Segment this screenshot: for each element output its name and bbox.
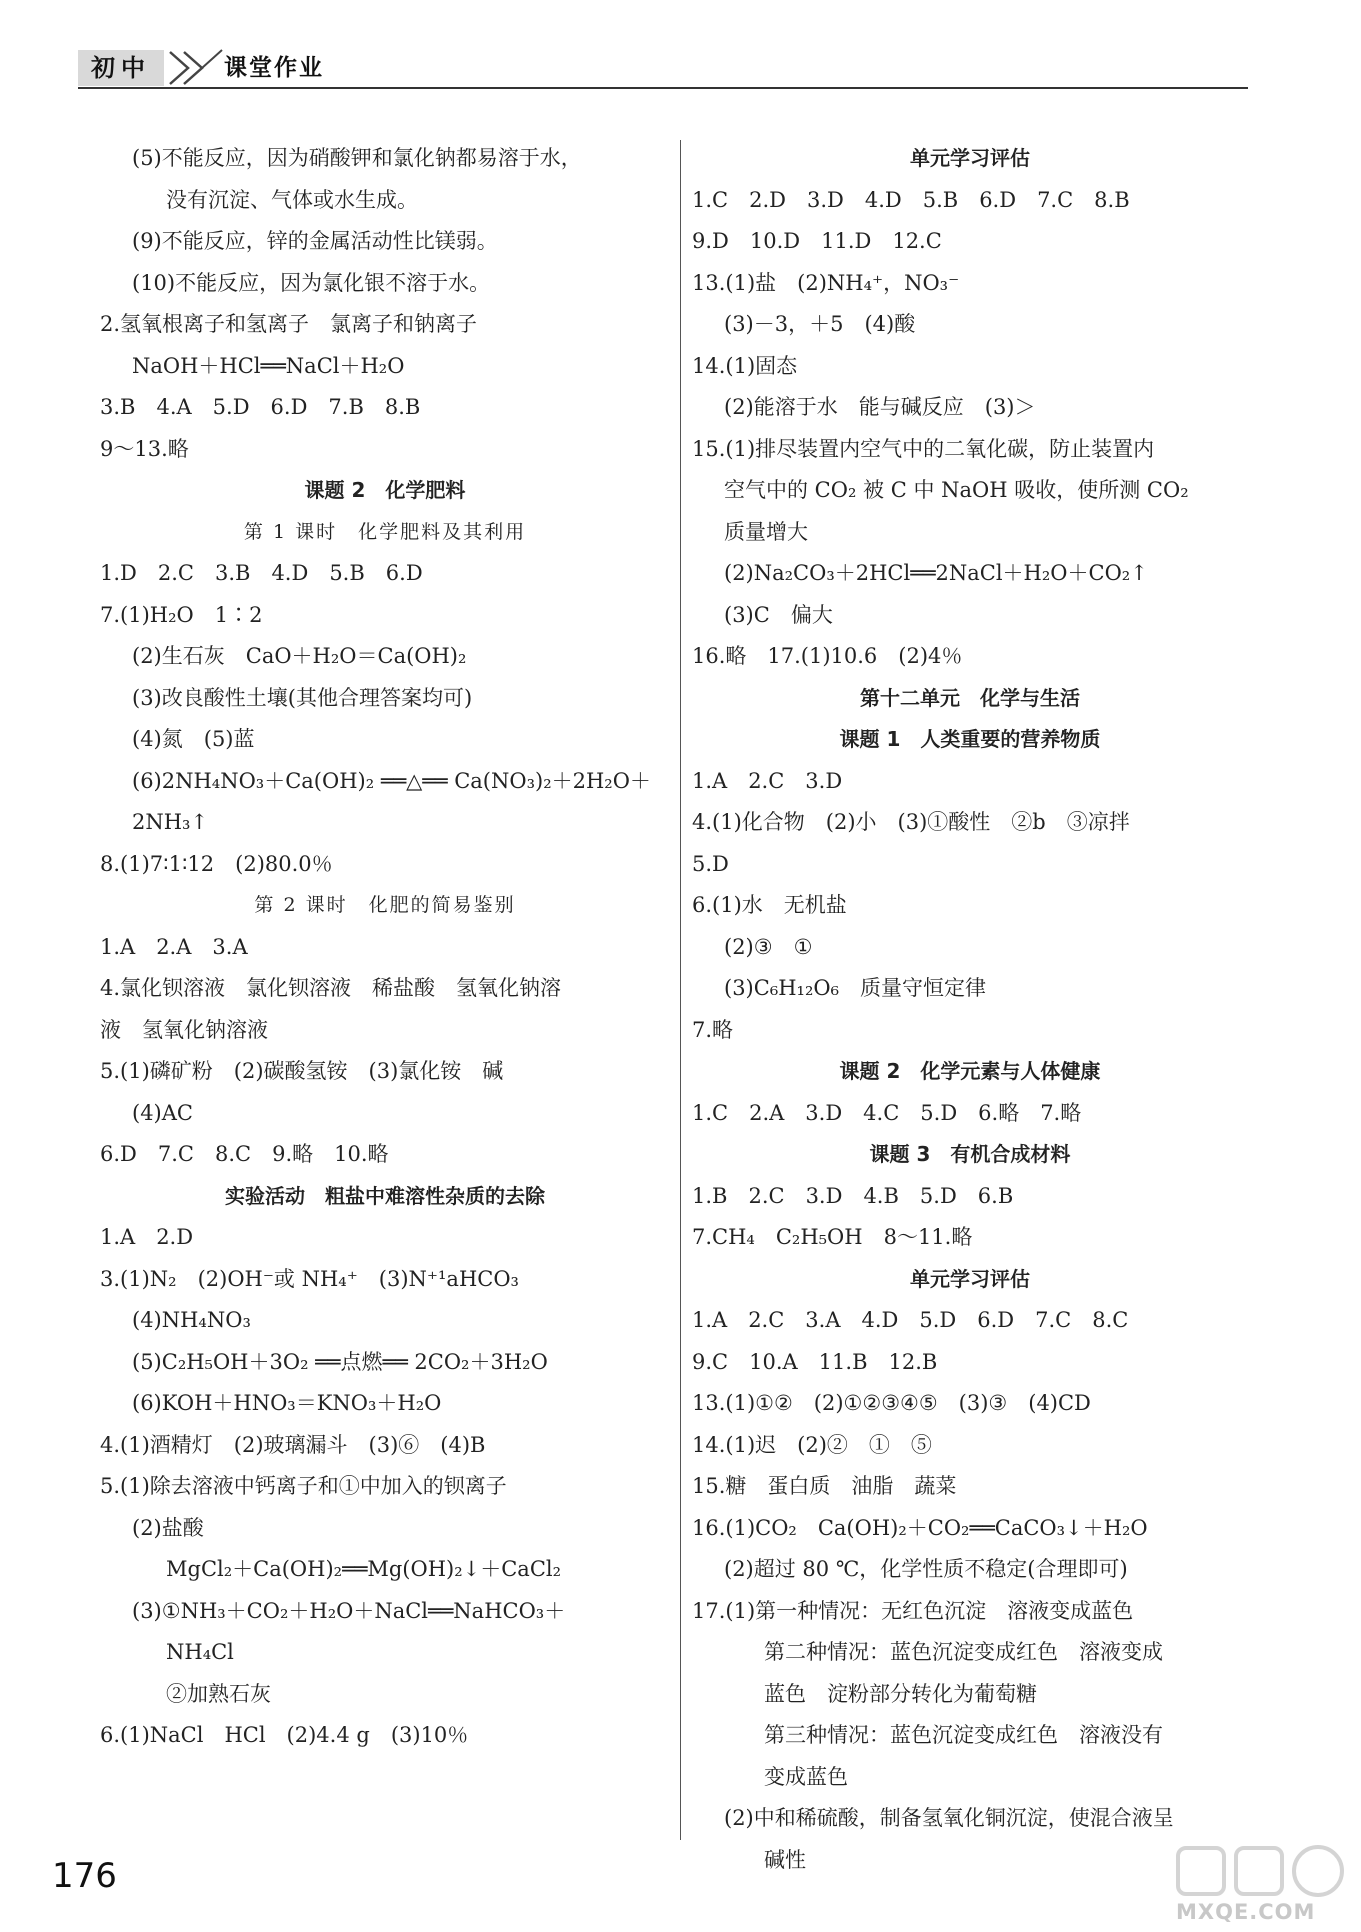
- left-line: (6)KOH＋HNO₃＝KNO₃＋H₂O: [132, 1391, 442, 1415]
- right-line: 1.A 2.C 3.D: [692, 768, 843, 793]
- right-line: 单元学习评估: [910, 146, 1030, 170]
- right-line: (2)能溶于水 能与碱反应 (3)＞: [724, 395, 1036, 419]
- header-tab: 初中: [78, 50, 164, 86]
- left-line: 5.(1)除去溶液中钙离子和①中加入的钡离子: [100, 1474, 507, 1498]
- header-title: 课堂作业: [224, 55, 324, 81]
- right-line: (3)C₆H₁₂O₆ 质量守恒定律: [724, 976, 987, 1000]
- right-line: (2)超过 80 ℃，化学性质不稳定(合理即可): [724, 1557, 1128, 1581]
- left-line: 1.D 2.C 3.B 4.D 5.B 6.D: [100, 561, 423, 585]
- left-line: 3.(1)N₂ (2)OH⁻或 NH₄⁺ (3)N⁺¹aHCO₃: [100, 1266, 519, 1291]
- right-line: 碱性: [764, 1847, 806, 1872]
- right-line: 1.C 2.A 3.D 4.C 5.D 6.略 7.略: [692, 1100, 1082, 1125]
- right-line: 1.C 2.D 3.D 4.D 5.B 6.D 7.C 8.B: [692, 187, 1130, 212]
- left-line: 5.(1)磷矿粉 (2)碳酸氢铵 (3)氯化铵 碱: [100, 1059, 504, 1083]
- left-line: 没有沉淀、气体或水生成。: [166, 187, 418, 212]
- right-line: 课题 1 人类重要的营养物质: [839, 727, 1101, 751]
- page-number: 176: [52, 1856, 117, 1896]
- right-line: 16.略 17.(1)10.6 (2)4％: [692, 644, 963, 668]
- left-line: 第 1 课时 化学肥料及其利用: [243, 520, 527, 543]
- right-line: 6.(1)水 无机盐: [692, 893, 847, 917]
- left-line: (9)不能反应，锌的金属活动性比镁弱。: [132, 229, 498, 253]
- right-line: 第二种情况：蓝色沉淀变成红色 溶液变成: [764, 1640, 1163, 1664]
- right-line: 14.(1)迟 (2)② ① ⑤: [692, 1432, 932, 1457]
- left-line: MgCl₂＋Ca(OH)₂══Mg(OH)₂↓＋CaCl₂: [166, 1557, 562, 1581]
- right-line: 课题 3 有机合成材料: [869, 1142, 1071, 1166]
- left-line: 1.A 2.D: [100, 1225, 194, 1249]
- left-line: (2)生石灰 CaO＋H₂O＝Ca(OH)₂: [132, 644, 467, 668]
- page-header: [78, 46, 1248, 90]
- right-line: 1.A 2.C 3.A 4.D 5.D 6.D 7.C 8.C: [692, 1308, 1129, 1332]
- left-line: NaOH＋HCl══NaCl＋H₂O: [132, 353, 405, 378]
- right-column: [692, 138, 1248, 1881]
- left-line: (6)2NH₄NO₃＋Ca(OH)₂ ══△══ Ca(NO₃)₂＋2H₂O＋: [132, 768, 651, 793]
- right-line: 单元学习评估: [910, 1266, 1030, 1291]
- left-line: (3)①NH₃＋CO₂＋H₂O＋NaCl══NaHCO₃＋: [132, 1598, 566, 1623]
- left-line: 第 2 课时 化肥的简易鉴别: [254, 894, 516, 916]
- left-line: (2)盐酸: [132, 1515, 204, 1540]
- right-line: (3)C 偏大: [724, 602, 833, 627]
- left-line: 课题 2 化学肥料: [304, 478, 466, 502]
- double-chevron-icon: [166, 48, 226, 88]
- right-line: 9.D 10.D 11.D 12.C: [692, 229, 942, 253]
- right-line: 第三种情况：蓝色沉淀变成红色 溶液没有: [764, 1723, 1163, 1747]
- left-line: 实验活动 粗盐中难溶性杂质的去除: [225, 1183, 545, 1208]
- right-line: 13.(1)①② (2)①②③④⑤ (3)③ (4)CD: [692, 1391, 1091, 1415]
- right-line: 1.B 2.C 3.D 4.B 5.D 6.B: [692, 1183, 1014, 1208]
- right-line: 4.(1)化合物 (2)小 (3)①酸性 ②b ③凉拌: [692, 810, 1130, 834]
- left-column: [100, 138, 670, 1757]
- left-line: 4.氯化钡溶液 氯化钡溶液 稀盐酸 氢氧化钠溶: [100, 976, 562, 1000]
- right-line: 14.(1)固态: [692, 353, 798, 378]
- right-line: 第十二单元 化学与生活: [860, 685, 1080, 710]
- right-line: 13.(1)盐 (2)NH₄⁺，NO₃⁻: [692, 270, 960, 295]
- right-line: (2)Na₂CO₃＋2HCl══2NaCl＋H₂O＋CO₂↑: [724, 561, 1148, 585]
- right-line: (3)－3，＋5 (4)酸: [724, 312, 916, 336]
- left-line: (4)氮 (5)蓝: [132, 727, 255, 751]
- left-line: 1.A 2.A 3.A: [100, 934, 248, 959]
- header-rule: [78, 87, 1248, 89]
- right-line: 17.(1)第一种情况：无红色沉淀 溶液变成蓝色: [692, 1598, 1134, 1623]
- right-line: 课题 2 化学元素与人体健康: [839, 1059, 1101, 1083]
- right-line: 15.糖 蛋白质 油脂 蔬菜: [692, 1474, 957, 1498]
- right-line: (2)③ ①: [724, 934, 813, 959]
- column-divider: [680, 140, 681, 1840]
- left-line: 6.(1)NaCl HCl (2)4.4 g (3)10％: [100, 1723, 469, 1747]
- right-line: 7.CH₄ C₂H₅OH 8～11.略: [692, 1225, 973, 1249]
- left-line: 7.(1)H₂O 1∶2: [100, 602, 263, 627]
- left-line: (4)NH₄NO₃: [132, 1308, 251, 1332]
- right-line: 9.C 10.A 11.B 12.B: [692, 1349, 938, 1374]
- left-line: ②加熟石灰: [166, 1681, 271, 1706]
- left-line: (5)C₂H₅OH＋3O₂ ══点燃══ 2CO₂＋3H₂O: [132, 1349, 548, 1374]
- right-line: 蓝色 淀粉部分转化为葡萄糖: [764, 1681, 1037, 1706]
- right-line: 质量增大: [724, 519, 808, 544]
- left-line: 8.(1)7∶1∶12 (2)80.0％: [100, 851, 333, 876]
- left-line: 4.(1)酒精灯 (2)玻璃漏斗 (3)⑥ (4)B: [100, 1432, 486, 1457]
- left-line: 9～13.略: [100, 436, 189, 461]
- right-line: 变成蓝色: [764, 1764, 848, 1789]
- left-line: (4)AC: [132, 1100, 193, 1125]
- left-line: 2.氢氧根离子和氢离子 氯离子和钠离子: [100, 312, 478, 336]
- left-line: 3.B 4.A 5.D 6.D 7.B 8.B: [100, 395, 421, 419]
- left-line: (3)改良酸性土壤(其他合理答案均可): [132, 685, 473, 710]
- right-line: 16.(1)CO₂ Ca(OH)₂＋CO₂══CaCO₃↓＋H₂O: [692, 1515, 1148, 1540]
- right-line: 空气中的 CO₂ 被 C 中 NaOH 吸收，使所测 CO₂: [724, 478, 1189, 502]
- right-line: 7.略: [692, 1017, 734, 1042]
- watermark-text: MXQE.COM: [1176, 1900, 1316, 1924]
- left-line: 2NH₃↑: [132, 810, 209, 834]
- right-line: 15.(1)排尽装置内空气中的二氧化碳，防止装置内: [692, 436, 1155, 461]
- right-line: (2)中和稀硫酸，制备氢氧化铜沉淀，使混合液呈: [724, 1806, 1174, 1830]
- right-line: 5.D: [692, 851, 729, 876]
- left-line: (5)不能反应，因为硝酸钾和氯化钠都易溶于水，: [132, 146, 582, 170]
- left-line: 液 氢氧化钠溶液: [100, 1017, 268, 1042]
- left-line: (10)不能反应，因为氯化银不溶于水。: [132, 270, 491, 295]
- left-line: 6.D 7.C 8.C 9.略 10.略: [100, 1142, 389, 1166]
- left-line: NH₄Cl: [166, 1640, 234, 1664]
